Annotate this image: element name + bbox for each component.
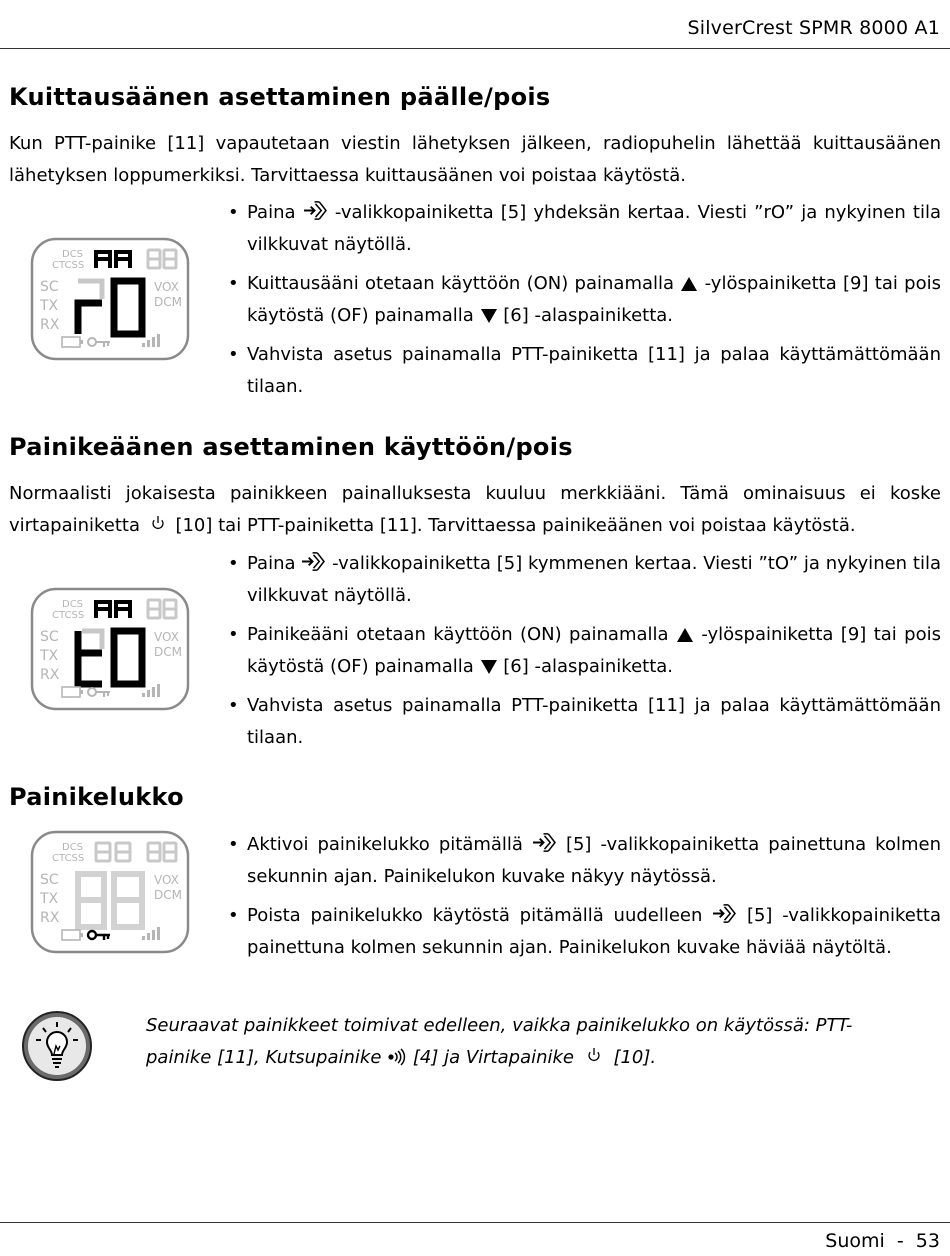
section-title-key-lock: Painikelukko xyxy=(9,783,184,811)
section-intro-roger-beep: Kun PTT-painike [11] vapautetaan viestin lähetyksen jälkeen, radiopuhelin lähettää kuittausäänen lähetyksen loppumerkiksi. Tarvittaessa kuittausäänen voi poistaa käytöstä. xyxy=(9,133,941,186)
menu-arrow-icon xyxy=(301,551,326,572)
lcd-tx-label: TX xyxy=(40,891,59,907)
lcd-sc-label: SC xyxy=(40,872,59,888)
lcd-dcm-label: DCM xyxy=(154,888,182,902)
lcd-dcs-label: DCS xyxy=(62,842,84,853)
list-item: • Paina -valikkopainiketta [5] yhdeksän kertaa. Viesti ”rO” ja nykyinen tila vilkkuvat näytöllä. xyxy=(228,197,941,261)
lightbulb-tip-icon xyxy=(21,1008,93,1084)
triangle-up-icon xyxy=(676,627,694,643)
lcd-ctcss-label: CTCSS xyxy=(52,260,85,271)
lcd-display-roger xyxy=(30,237,190,361)
triangle-up-icon xyxy=(680,276,698,292)
triangle-down-icon xyxy=(480,308,498,324)
list-item: • Kuittausääni otetaan käyttöön (ON) painamalla -ylöspainiketta [9] tai pois käytöstä (OF) painamalla [6] -alaspainiketta. xyxy=(228,268,941,332)
section-intro-key-tone: Normaalisti jokaisesta painikkeen painalluksesta kuuluu merkkiääni. Tämä ominaisuus ei koske virtapainiketta [10] tai PTT-painiketta [11]. Tarvittaessa painikeäänen voi poistaa käytöstä. xyxy=(9,483,941,536)
lcd-rx-label: RX xyxy=(40,910,60,926)
section-title-key-tone: Painikeäänen asettaminen käyttöön/pois xyxy=(9,433,573,461)
menu-arrow-icon xyxy=(303,200,328,221)
lcd-rx-label: RX xyxy=(40,667,60,683)
menu-arrow-icon xyxy=(712,903,737,924)
triangle-down-icon xyxy=(480,659,498,675)
lcd-display-key-tone xyxy=(30,587,190,711)
section-title-roger-beep: Kuittausäänen asettaminen päälle/pois xyxy=(9,83,551,111)
page-header xyxy=(0,0,950,49)
lcd-dcs-label: DCS xyxy=(62,599,84,610)
lcd-vox-label: VOX xyxy=(154,873,179,887)
page-number: Suomi - 53 xyxy=(825,1230,940,1252)
lcd-sc-label: SC xyxy=(40,629,59,645)
lcd-display-key-lock xyxy=(30,830,190,954)
lcd-tx-label: TX xyxy=(40,298,59,314)
lcd-ctcss-label: CTCSS xyxy=(52,853,85,864)
power-icon xyxy=(586,1047,602,1063)
page-footer xyxy=(0,1222,950,1252)
steps-key-tone xyxy=(228,548,941,761)
lcd-tx-label: TX xyxy=(40,648,59,664)
list-item: • Vahvista asetus painamalla PTT-painiketta [11] ja palaa käyttämättömään tilaan. xyxy=(228,690,941,754)
lcd-dcm-label: DCM xyxy=(154,295,182,309)
note-text: Seuraavat painikkeet toimivat edelleen, vaikka painikelukko on käytössä: PTT-painike [11], Kutsupainike [4] ja Virtapainike [10]. xyxy=(146,1015,853,1068)
lcd-ctcss-label: CTCSS xyxy=(52,610,85,621)
lcd-sc-label: SC xyxy=(40,279,59,295)
list-item: • Poista painikelukko käytöstä pitämällä uudelleen [5] -valikkopainiketta painettuna kolmen sekunnin ajan. Painikelukon kuvake häviää näytöltä. xyxy=(228,900,941,964)
model-name: SilverCrest SPMR 8000 A1 xyxy=(687,17,940,39)
call-icon xyxy=(387,1048,407,1066)
power-icon xyxy=(150,515,166,531)
lcd-dcm-label: DCM xyxy=(154,645,182,659)
menu-arrow-icon xyxy=(532,832,557,853)
list-item: • Aktivoi painikelukko pitämällä [5] -valikkopainiketta painettuna kolmen sekunnin ajan. Painikelukon kuvake näkyy näytössä. xyxy=(228,829,941,893)
list-item: • Paina -valikkopainiketta [5] kymmenen kertaa. Viesti ”tO” ja nykyinen tila vilkkuvat näytöllä. xyxy=(228,548,941,612)
list-item: • Painikeääni otetaan käyttöön (ON) painamalla -ylöspainiketta [9] tai pois käytöstä (OF) painamalla [6] -alaspainiketta. xyxy=(228,619,941,683)
lcd-vox-label: VOX xyxy=(154,280,179,294)
steps-roger-beep xyxy=(228,197,941,410)
lcd-dcs-label: DCS xyxy=(62,249,84,260)
list-item: • Vahvista asetus painamalla PTT-painiketta [11] ja palaa käyttämättömään tilaan. xyxy=(228,339,941,403)
lcd-rx-label: RX xyxy=(40,317,60,333)
lcd-vox-label: VOX xyxy=(154,630,179,644)
steps-key-lock xyxy=(228,829,941,971)
